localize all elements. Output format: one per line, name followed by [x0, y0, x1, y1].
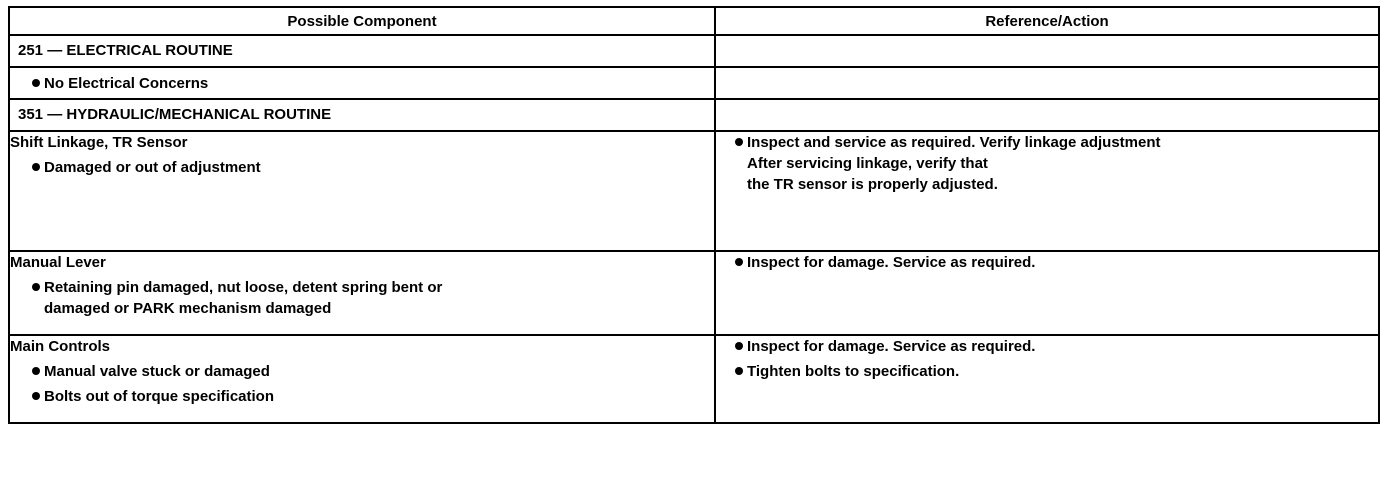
action-text: Inspect for damage. Service as required. — [747, 338, 1036, 355]
item-text: Manual valve stuck or damaged — [44, 363, 270, 380]
bullet-icon — [32, 367, 40, 375]
bullet-icon — [735, 138, 743, 146]
list-item — [716, 336, 1378, 357]
action-text: Inspect for damage. Service as required. — [747, 254, 1036, 271]
header-reference-action: Reference/Action — [715, 7, 1379, 35]
group-heading-manual-lever: Manual Lever — [10, 254, 106, 271]
component-cell — [9, 67, 715, 99]
section-title-cell — [9, 99, 715, 131]
bullet-icon — [32, 163, 40, 171]
bullet-icon — [32, 79, 40, 87]
list-item — [716, 361, 1378, 382]
item-text: Bolts out of torque specification — [44, 388, 275, 405]
list-item — [716, 252, 1378, 273]
reference-cell — [715, 251, 1379, 335]
diagnostic-table — [8, 6, 1380, 424]
bullet-icon — [735, 367, 743, 375]
reference-cell — [715, 131, 1379, 251]
table-row — [9, 35, 1379, 67]
component-cell — [9, 335, 715, 423]
table-row — [9, 67, 1379, 99]
bullet-icon — [735, 342, 743, 350]
item-text: No Electrical Concerns — [44, 75, 209, 92]
header-possible-component: Possible Component — [9, 7, 715, 35]
table-row — [9, 335, 1379, 423]
table-header-row — [9, 7, 1379, 35]
list-item — [716, 132, 1378, 195]
action-text: Tighten bolts to specification. — [747, 363, 960, 380]
section-title-cell — [9, 35, 715, 67]
list-item — [10, 157, 714, 178]
group-heading-main-controls: Main Controls — [10, 338, 110, 355]
list-item — [10, 277, 714, 319]
empty-cell — [715, 99, 1379, 131]
reference-cell — [715, 335, 1379, 423]
section-title-hydraulic: 351 — HYDRAULIC/MECHANICAL ROUTINE — [18, 106, 332, 123]
bullet-icon — [32, 392, 40, 400]
list-item — [10, 361, 714, 382]
item-text: Retaining pin damaged, nut loose, detent spring bent or damaged or PARK mechanism damaged — [44, 279, 443, 317]
group-heading-shift-linkage: Shift Linkage, TR Sensor — [10, 134, 188, 151]
action-text: Inspect and service as required. Verify linkage adjustment After servicing linkage, verify that the TR sensor is properly adjusted. — [747, 134, 1161, 193]
item-text: Damaged or out of adjustment — [44, 159, 261, 176]
list-item — [10, 73, 714, 94]
empty-cell — [715, 67, 1379, 99]
list-item — [10, 386, 714, 407]
table-row — [9, 251, 1379, 335]
component-cell — [9, 131, 715, 251]
empty-cell — [715, 35, 1379, 67]
table-row — [9, 131, 1379, 251]
bullet-icon — [32, 283, 40, 291]
component-cell — [9, 251, 715, 335]
table-row — [9, 99, 1379, 131]
section-title-electrical: 251 — ELECTRICAL ROUTINE — [18, 42, 233, 59]
bullet-icon — [735, 258, 743, 266]
